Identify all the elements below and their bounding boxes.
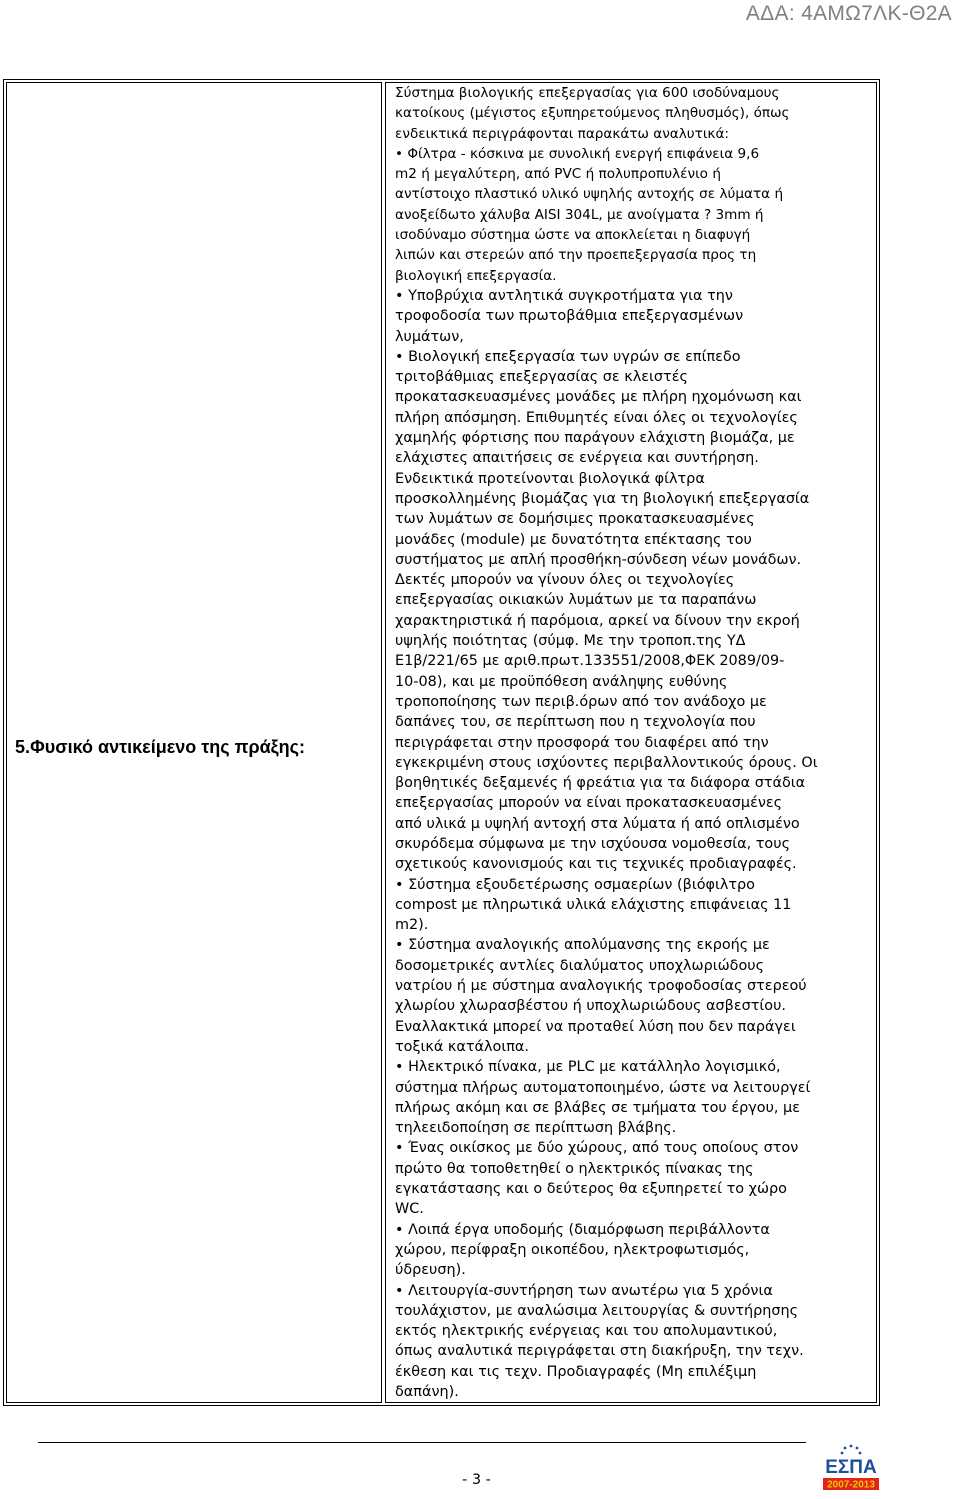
text-line: τροποποίησης των περιβ.όρων από τον ανάδοχο με xyxy=(395,693,767,710)
text-line: ανοξείδωτο χάλυβα AISI 304L, με ανοίγματα ? 3mm ή xyxy=(395,206,764,223)
text-line: ύδρευση). xyxy=(395,1262,466,1279)
text-line: τουλάχιστον, με αναλώσιμα λειτουργίας & συντήρησης xyxy=(395,1302,799,1319)
text-line: Σύστημα βιολογικής επεξεργασίας για 600 ισοδύναμους xyxy=(395,85,780,101)
text-line: εγκεκριμένη στους ισχύοντες περιβαλλοντικούς όρους. Οι xyxy=(395,754,818,771)
text-line: υψηλής ποιότητας (σύμφ. Με την τροποπ.της ΥΔ xyxy=(395,633,746,650)
text-line: χλωρίου χλωρασβέστου ή υποχλωριώδους ασβεστίου. xyxy=(395,998,786,1015)
text-line: Ε1β/221/65 με αριθ.πρωτ.133551/2008,ΦΕΚ 2089/09- xyxy=(395,653,785,670)
label-cell xyxy=(6,82,382,1403)
text-line: έκθεση και τις τεχν. Προδιαγραφές (Μη επιλέξιμη xyxy=(395,1363,757,1380)
text-line: • Ηλεκτρικό πίνακα, με PLC με κατάλληλο λογισμικό, xyxy=(395,1059,781,1076)
text-line: WC. xyxy=(395,1201,424,1218)
text-line: συστήματος με απλή προσθήκη-σύνδεση νέων μονάδων. xyxy=(395,551,802,568)
text-line: Δεκτές μπορούν να γίνουν όλες οι τεχνολογίες xyxy=(395,572,735,589)
text-line: χώρου, περίφραξη οικοπέδου, ηλεκτροφωτισμός, xyxy=(395,1241,750,1258)
text-line: εγκατάστασης και ο δεύτερος θα εξυπηρετεί το χώρο xyxy=(395,1181,787,1198)
value-cell xyxy=(385,82,877,1403)
text-line: m2 ή μεγαλύτερη, από PVC ή πολυπροπυλένιο ή xyxy=(395,166,721,183)
text-line: 10-08), και με προϋπόθεση ανάληψης ευθύνης xyxy=(395,673,728,690)
eu-stars-icon xyxy=(841,1445,862,1455)
field-label: 5.Φυσικό αντικείμενο της πράξης: xyxy=(15,737,306,757)
text-line: χαμηλής φόρτισης που παράγουν ελάχιστη βιομάζα, με xyxy=(395,430,795,447)
content-table xyxy=(3,79,880,1406)
text-line: σχετικούς κανονισμούς και τις τεχνικές προδιαγραφές. xyxy=(395,856,797,873)
text-line: • Ένας οικίσκος με δύο χώρους, από τους οποίους στον xyxy=(395,1140,799,1157)
text-line: τριτοβάθμιας επεξεργασίας σε κλειστές xyxy=(395,369,688,386)
text-line: μονάδες (module) με δυνατότητα επέκτασης του xyxy=(395,531,752,548)
text-line: • Υποβρύχια αντλητικά συγκροτήματα για την xyxy=(395,287,733,304)
text-line: m2). xyxy=(395,917,429,934)
text-line: • Φίλτρα - κόσκινα με συνολική ενεργή επιφάνεια 9,6 xyxy=(395,145,760,162)
text-line: τηλεειδοποίηση σε περίπτωση βλάβης. xyxy=(395,1120,677,1137)
text-line: • Σύστημα εξουδετέρωσης οσμαερίων (βιόφιλτρο xyxy=(395,876,755,893)
text-line: πλήρως ακόμη και σε βλάβες σε τμήματα του έργου, με xyxy=(395,1099,800,1116)
text-line: σκυρόδεμα σύμφωνα με την ισχύουσα νομοθεσία, τους xyxy=(395,835,791,852)
text-line: όπως αναλυτικά περιγράφεται στη διακήρυξη, την τεχν. xyxy=(395,1343,804,1360)
text-line: περιγράφεται στην προσφορά του διαφέρει από την xyxy=(395,734,769,751)
text-line: δοσομετρικές αντλίες διαλύματος υποχλωριώδους xyxy=(395,957,765,974)
text-line: δαπάνη). xyxy=(395,1384,459,1400)
text-line: πρώτο θα τοποθετηθεί ο ηλεκτρικός πίνακας της xyxy=(395,1160,754,1177)
text-line: σύστημα πλήρως αυτοματοποιημένο, ώστε να λειτουργεί xyxy=(395,1079,811,1096)
footer-divider xyxy=(38,1442,806,1443)
text-line: • Σύστημα αναλογικής απολύμανσης της εκροής με xyxy=(395,937,770,954)
text-line: Ενδεικτικά προτείνονται βιολογικά φίλτρα xyxy=(395,470,705,487)
text-line: χαρακτηριστικά ή παρόμοια, αρκεί να δίνουν την εκροή xyxy=(395,612,800,629)
text-line: λιπών και στερεών από την προεπεξεργασία προς τη xyxy=(395,247,757,264)
text-line: • Βιολογική επεξεργασία των υγρών σε επίπεδο xyxy=(395,348,741,365)
text-line: των λυμάτων σε δομήσιμες προκατασκευασμένες xyxy=(395,511,755,528)
text-line: προσκολλημένης βιομάζας για τη βιολογική επεξεργασία xyxy=(395,490,810,507)
text-line: εκτός ηλεκτρικής ενέργειας και του απολυμαντικού, xyxy=(395,1323,778,1340)
espa-logo-years: 2007-2013 xyxy=(827,1479,875,1491)
text-line: επεξεργασίας οικιακών λυμάτων με τα παραπάνω xyxy=(395,592,757,609)
text-line: ελάχιστες απαιτήσεις σε ενέργεια και συντήρηση. xyxy=(395,450,759,467)
text-line: λυμάτων, xyxy=(395,328,464,345)
text-line: ισοδύναμο σύστημα ώστε να αποκλείεται η διαφυγή xyxy=(395,227,751,244)
text-line: • Λειτουργία-συντήρηση των ανωτέρω για 5 χρόνια xyxy=(395,1282,773,1299)
text-line: δαπάνες του, σε περίπτωση που η τεχνολογία που xyxy=(395,714,756,731)
espa-logo-text: ΕΣΠΑ xyxy=(825,1457,877,1478)
text-line: επεξεργασίας μπορούν να είναι προκατασκευασμένες xyxy=(395,795,783,812)
text-line: προκατασκευασμένες μονάδες με πλήρη ηχομόνωση και xyxy=(395,389,802,406)
description-text xyxy=(395,83,876,1402)
ada-code: ΑΔΑ: 4ΑΜΩ7ΛΚ-Θ2Α xyxy=(745,2,952,25)
text-line: κατοίκους (μέγιστος εξυπηρετούμενος πληθυσμός), όπως xyxy=(395,105,790,122)
text-line: αντίστοιχο πλαστικό υλικό υψηλής αντοχής σε λύματα ή xyxy=(395,186,784,203)
text-line: από υλικά μ υψηλή αντοχή στα λύματα ή από οπλισμένο xyxy=(395,815,800,832)
text-line: τροφοδοσία των πρωτοβάθμια επεξεργασμένων xyxy=(395,308,744,325)
text-line: ενδεικτικά περιγράφονται παρακάτω αναλυτικά: xyxy=(395,125,729,142)
text-line: τοξικά κατάλοιπα. xyxy=(395,1038,529,1055)
text-line: βιολογική επεξεργασία. xyxy=(395,267,557,284)
text-line: βοηθητικές δεξαμενές ή φρεάτια για τα διάφορα στάδια xyxy=(395,775,806,792)
espa-logo xyxy=(817,1440,885,1494)
page-number: - 3 - xyxy=(462,1472,491,1488)
text-line: πλήρη απόσμηση. Επιθυμητές είναι όλες οι τεχνολογίες xyxy=(395,409,798,426)
text-line: compost με πληρωτικά υλικά ελάχιστης επιφάνειας 11 xyxy=(395,896,792,913)
text-line: νατρίου ή με σύστημα αναλογικής τροφοδοσίας στερεού xyxy=(395,978,807,995)
text-line: • Λοιπά έργα υποδομής (διαμόρφωση περιβάλλοντα xyxy=(395,1221,770,1238)
text-line: Εναλλακτικά μπορεί να προταθεί λύση που δεν παράγει xyxy=(395,1018,796,1035)
